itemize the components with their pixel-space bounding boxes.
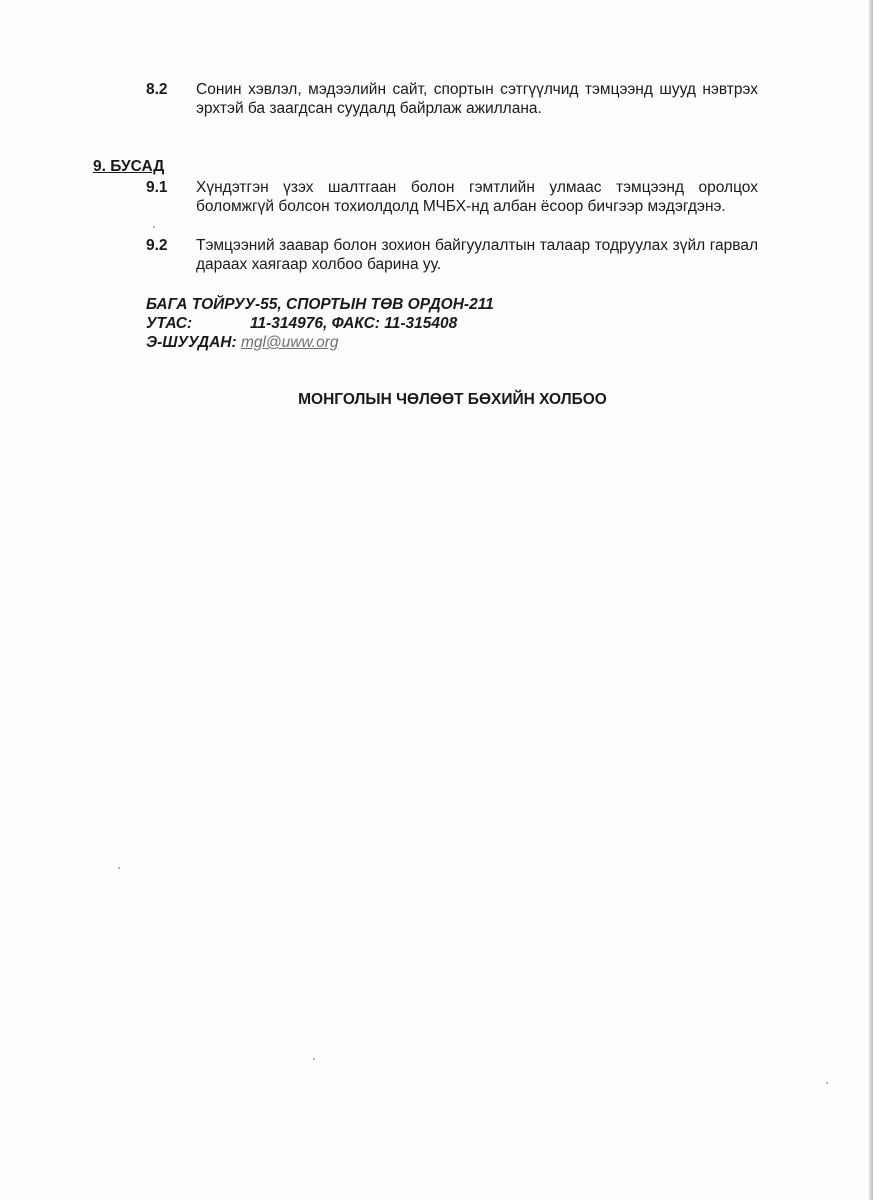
phone-label: УТАС:: [146, 315, 193, 332]
clause-text: Хүндэтгэн үзэх шалтгаан болон гэмтлийн улмаас тэмцээнд оролцох боломжгүй болсон тохиолдолд МЧБХ-нд албан ёсоор бичгээр мэдэгдэнэ.: [196, 179, 758, 215]
section-title-other: 9. БУСАД: [93, 158, 165, 175]
contact-email: [146, 333, 339, 352]
scan-edge: [869, 0, 873, 1200]
scan-speck: [118, 867, 120, 869]
email-link[interactable]: mgl@uww.org: [240, 334, 339, 351]
scan-speck: [826, 1082, 828, 1084]
contact-phone: [146, 314, 457, 333]
scan-speck: [153, 226, 155, 228]
clause-text: Сонин хэвлэл, мэдээлийн сайт, спортын сэтгүүлчид тэмцээнд шууд нэвтрэх эрхтэй ба заагдсан суудалд байрлаж ажиллана.: [196, 81, 758, 117]
scan-speck: [313, 1058, 315, 1060]
email-label: Э-ШУУДАН:: [146, 334, 237, 351]
clause-number: 9.2: [146, 237, 168, 254]
clause-number: 8.2: [146, 81, 168, 98]
clause-number: 9.1: [146, 179, 168, 196]
contact-address: БАГА ТОЙРУУ-55, СПОРТЫН ТӨВ ОРДОН-211: [146, 296, 494, 313]
organization-name: МОНГОЛЫН ЧӨЛӨӨТ БӨХИЙН ХОЛБОО: [298, 391, 607, 408]
phone-value: 11-314976, ФАКС: 11-315408: [250, 315, 458, 332]
clause-text: Тэмцээний заавар болон зохион байгуулалтын талаар тодруулах зүйл гарвал дараах хаягаар холбоо барина уу.: [196, 237, 758, 273]
